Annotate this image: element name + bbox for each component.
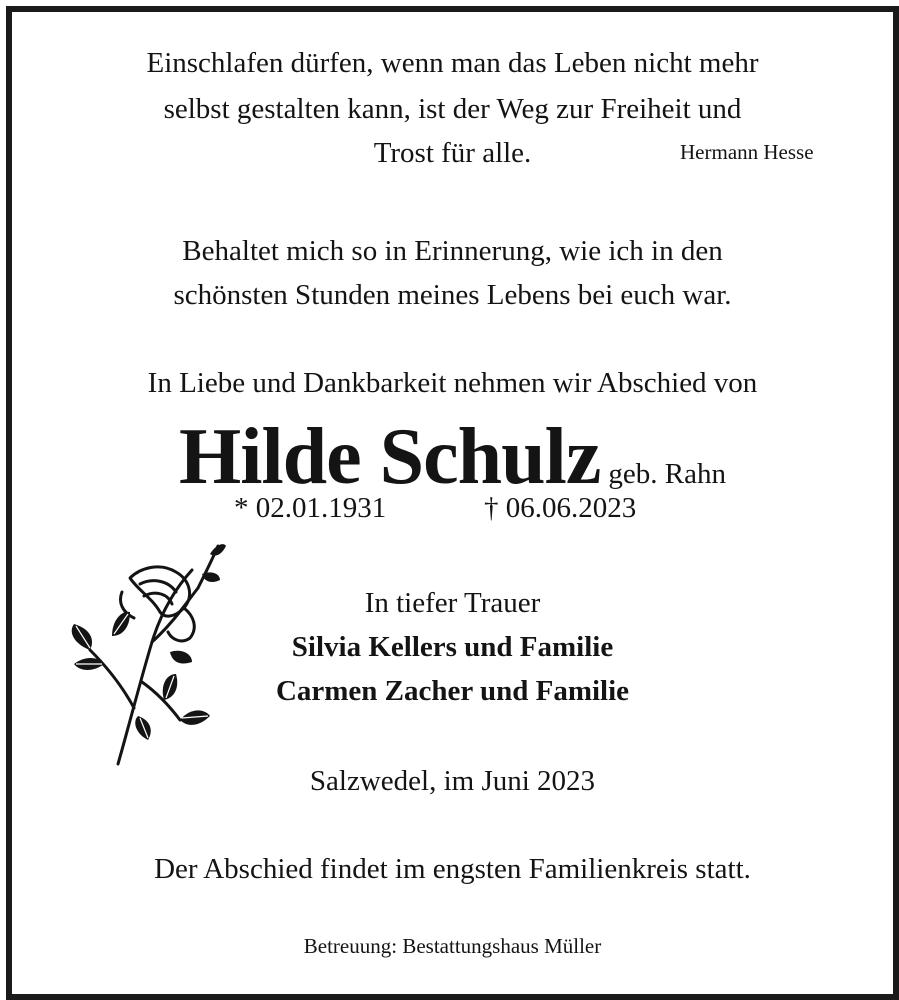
death-date: † 06.06.2023 (484, 492, 637, 524)
verse-line-1: Behaltet mich so in Erinnerung, wie ich in den (182, 235, 723, 267)
farewell-notice: Der Abschied findet im engsten Familienkreis statt. (154, 853, 751, 885)
quote-line-2: selbst gestalten kann, ist der Weg zur Freiheit und (163, 93, 742, 125)
maiden-name: geb. Rahn (608, 458, 726, 490)
quote-line-3: Trost für alle. (373, 137, 532, 169)
birth-date: * 02.01.1931 (234, 492, 387, 524)
quote-author: Hermann Hesse (680, 140, 814, 164)
deceased-name-row (12, 412, 893, 502)
deceased-name: Hilde Schulz (179, 413, 601, 501)
quote-line-1: Einschlafen dürfen, wenn man das Leben nicht mehr (146, 47, 759, 79)
intro-text: In Liebe und Dankbarkeit nehmen wir Abschied von (147, 367, 758, 399)
verse-line-2: schönsten Stunden meines Lebens bei euch war. (173, 279, 732, 311)
mourner-family-2: Carmen Zacher und Familie (275, 675, 630, 707)
mourner-family-1: Silvia Kellers und Familie (291, 631, 614, 663)
obituary-notice (6, 6, 899, 1000)
mourners-heading: In tiefer Trauer (364, 587, 541, 619)
place-date: Salzwedel, im Juni 2023 (309, 765, 596, 797)
funeral-home: Betreuung: Bestattungshaus Müller (303, 934, 602, 958)
